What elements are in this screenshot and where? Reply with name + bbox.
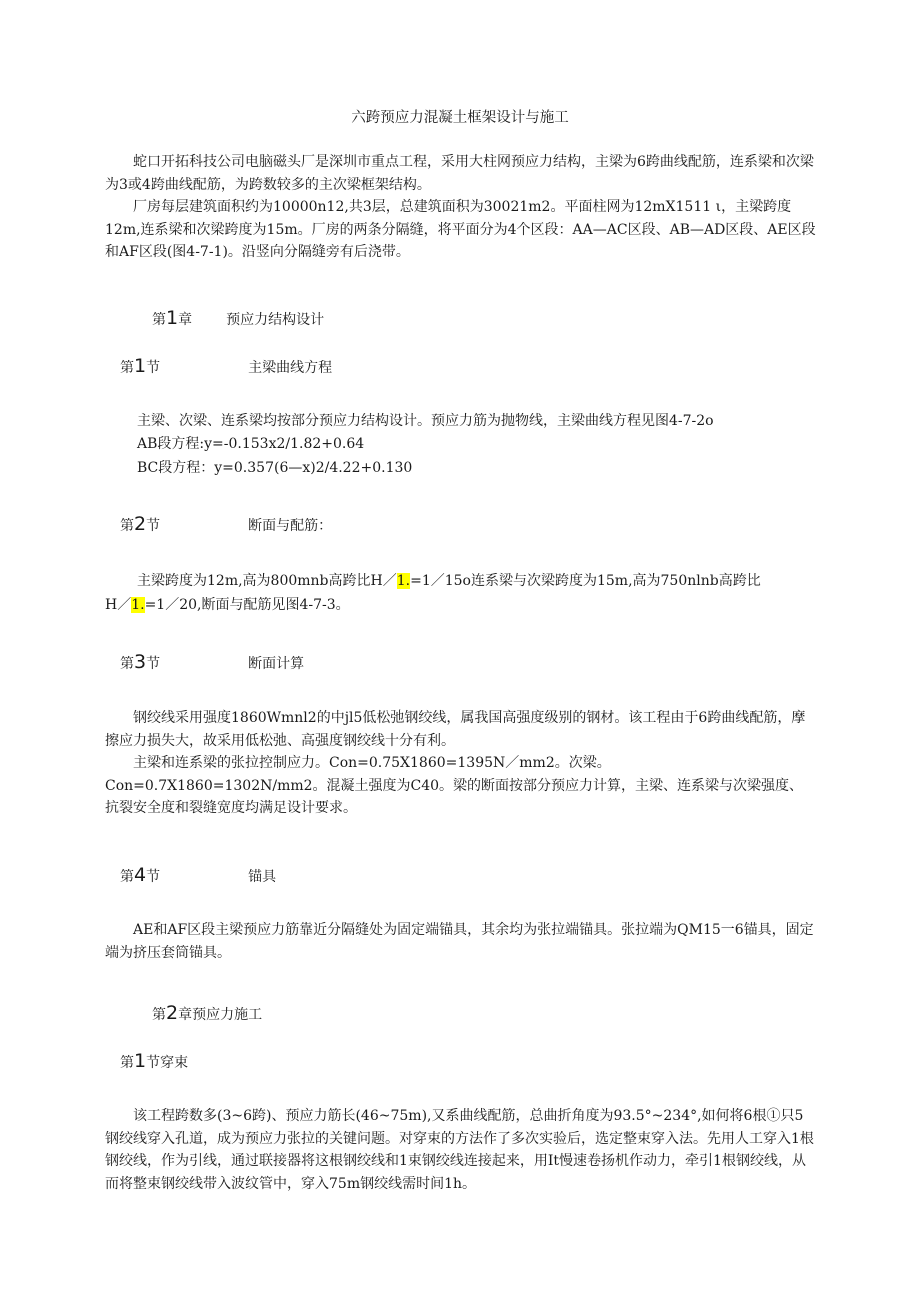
section-1-title: 主梁曲线方程 [248,360,333,376]
chapter-1-heading: 第1章 预应力结构设计 [152,307,325,329]
section-3-title: 断面计算 [248,656,305,672]
highlight-mark: 1. [396,573,411,589]
section-3-body [105,707,817,820]
section-4-body [105,919,817,964]
highlight-mark: 1. [131,597,145,613]
section-1-line-2: AB段方程:y=-0.153x2/1.82+0.64 [137,436,365,452]
section-5-body [105,1105,817,1195]
section-5-paragraph: 该工程跨数多(3~6跨)、预应力筋长(46~75m),又系曲线配筋，总曲折角度为93.5°~234°,如何将6根①只5钢绞线穿入孔道，成为预应力张拉的关键问题。对穿束的方法作了多次实验后，选定整束穿入法。先用人工穿入1根钢绞线，作为引线，通过联接器将这根钢绞线和1束钢绞线连接起来，用It慢速卷扬机作动力，牵引1根钢绞线，从而将整束钢绞线带入波纹管中，穿入75m钢绞线需时间1h。 [105,1108,814,1192]
section-2-line-2: H／1.=1／20,断面与配筋见图4-7-3。 [105,597,350,613]
section-3-heading: 第3节 断面计算 [120,651,305,673]
intro-section [105,151,817,264]
section-5-heading: 第1节穿束 [120,1050,189,1072]
section-4-paragraph: AE和AF区段主梁预应力筋靠近分隔缝处为固定端锚具，其余均为张拉端锚具。张拉端为QM15一6锚具，固定端为挤压套筒锚具。 [105,922,814,961]
intro-paragraph-1: 蛇口开拓科技公司电脑磁头厂是深圳市重点工程，采用大柱网预应力结构，主梁为6跨曲线配筋，连系梁和次梁为3或4跨曲线配筋，为跨数较多的主次梁框架结构。 [105,154,814,193]
section-4-heading: 第4节 锚具 [120,864,277,886]
intro-paragraph-2: 厂房每层建筑面积约为10000n12,共3层，总建筑面积为30021m2。平面柱网为12mX1511 ι，主梁跨度12m,连系梁和次梁跨度为15m。厂房的两条分隔缝，将平面分为4个区段：AA—AC区段、AB—AD区段、AE区段和AF区段(图4-7-1)。沿竖向分隔缝旁有后浇带。 [105,199,816,260]
chapter-1-title: 预应力结构设计 [226,312,325,328]
section-4-title: 锚具 [248,869,277,885]
section-1-heading: 第1节 主梁曲线方程 [120,355,333,377]
section-1-line-3: BC段方程：y=0.357(6—x)2/4.22+0.130 [137,460,413,476]
chapter-2-heading: 第2章预应力施工 [152,1002,263,1024]
document-title: 六跨预应力混凝土框架设计与施工 [351,110,569,126]
section-2-title: 断面与配筋： [248,518,333,534]
section-2-line-1: 主梁跨度为12m,高为800mnb高跨比H／1.=1／15o连系梁与次梁跨度为15m,高为750nlnb高跨比 [137,573,761,589]
section-3-paragraph-2: 主梁和连系梁的张拉控制应力。Con=0.75X1860=1395N／mm2。次梁。Con=0.7X1860=1302N/mm2。混凝土强度为C40。梁的断面按部分预应力计算，主梁、连系梁与次梁强度、抗裂安全度和裂缝宽度均满足设计要求。 [105,755,804,816]
section-2-heading: 第2节 断面与配筋： [120,513,333,535]
section-3-paragraph-1: 钢绞线采用强度1860Wmnl2的中jl5低松弛钢绞线，属我国高强度级别的钢材。该工程由于6跨曲线配筋，摩擦应力损失大，故采用低松弛、高强度钢绞线十分有利。 [105,710,806,749]
section-1-line-1: 主梁、次梁、连系梁均按部分预应力结构设计。预应力筋为抛物线，主梁曲线方程见图4-7-2o [137,413,714,429]
